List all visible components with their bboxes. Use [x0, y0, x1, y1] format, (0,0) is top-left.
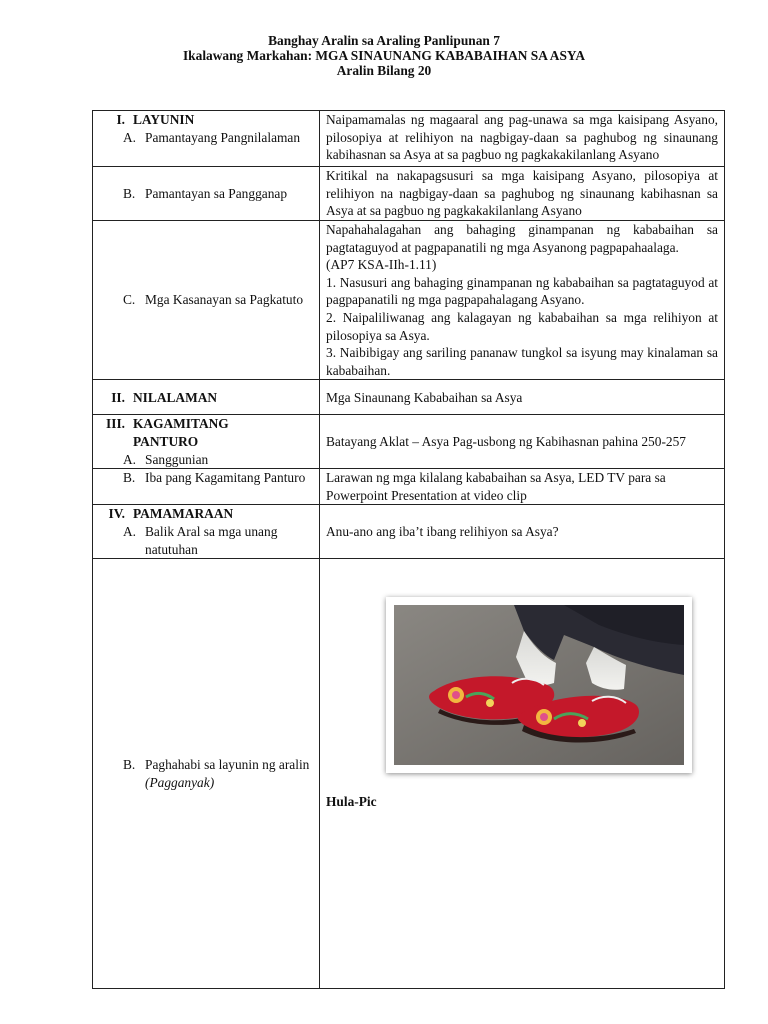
row-nilalaman [93, 380, 725, 415]
paghahabi-content-cell [320, 559, 725, 989]
iba-pang-label-cell: B. Iba pang Kagamitang Panturo [93, 469, 320, 505]
iba-pang-content-cell: Larawan ng mga kilalang kababaihan sa Asya, LED TV para sa Powerpoint Presentation at video clip [320, 469, 725, 505]
shoes-photo-frame [386, 597, 692, 773]
row-iba-pang [93, 469, 725, 505]
nilalaman-label-cell: II. NILALAMAN [93, 380, 320, 415]
paghahabi-label-cell: B. Paghahabi sa layunin ng aralin (Pagganyak) [93, 559, 320, 989]
layunin-content-cell: Naipamamalas ng magaaral ang pag-unawa sa mga kaisipang Asyano, pilosopiya at relihiyon na nagbigay-daan sa paghubog ng sinaunang kabihasnan sa Asya at sa pagbuo ng pagkakakilanlang Asyano [320, 111, 725, 167]
row-pamamaraan [93, 505, 725, 559]
header-subtitle: Ikalawang Markahan: MGA SINAUNANG KABABAIHAN SA ASYA [182, 48, 586, 63]
embroidered-shoes-image [394, 605, 684, 765]
row-kasanayan [93, 221, 725, 380]
pamamaraan-content-cell: Anu-ano ang iba’t ibang relihiyon sa Asya? [320, 505, 725, 559]
row-kagamitan [93, 415, 725, 469]
layunin-label-cell [93, 111, 320, 167]
header-title: Banghay Aralin sa Araling Panlipunan 7 [268, 33, 500, 48]
header-lesson-number: Aralin Bilang 20 [336, 63, 432, 78]
pangganap-label-cell: B. Pamantayan sa Pangganap [93, 167, 320, 221]
section-heading: I. LAYUNIN [116, 112, 195, 127]
row-layunin [93, 111, 725, 167]
kagamitan-label-cell: III. KAGAMITANG PANTURO A. Sanggunian [93, 415, 320, 469]
pamamaraan-label-cell: IV. PAMAMARAAN A. Balik Aral sa mga unang natutuhan [93, 505, 320, 559]
row-paghahabi [93, 559, 725, 989]
sub-heading: A. Pamantayang Pangnilalaman [123, 129, 301, 145]
kasanayan-label-cell: C. Mga Kasanayan sa Pagkatuto [93, 221, 320, 380]
nilalaman-content-cell: Mga Sinaunang Kababaihan sa Asya [320, 380, 725, 415]
document-header [0, 33, 768, 78]
kasanayan-content-cell: Napahahalagahan ang bahaging ginampanan ng kababaihan sa pagtataguyod at pagpapanatili ng mga Asyanong pagpapahaalaga. (AP7 KSA-IIh-1.11) 1. Nasusuri ang bahaging ginampanan ng kababaihan sa pagtataguyod at pagpapanatili ng mga pagpapahalagang Asyano. 2. Naipaliliwanag ang kalagayan ng kababaihan sa mga relihiyon at pilosopiya sa Asya. 3. Naibibigay ang sariling pananaw tungkol sa isyung may kinalaman sa kababaihan. [320, 221, 725, 380]
lesson-plan-table [92, 110, 725, 989]
hula-pic-caption: Hula-Pic [326, 794, 377, 810]
kagamitan-content-cell: Batayang Aklat – Asya Pag-usbong ng Kabihasnan pahina 250-257 [320, 415, 725, 469]
row-pangganap [93, 167, 725, 221]
pangganap-content-cell: Kritikal na nakapagsusuri sa mga kaisipang Asyano, pilosopiya at relihiyon na nagbigay-daan sa paghubog ng sinaunang kabihasnan sa Asya at sa pagbuo ng pagkakakilanlang Asyano [320, 167, 725, 221]
